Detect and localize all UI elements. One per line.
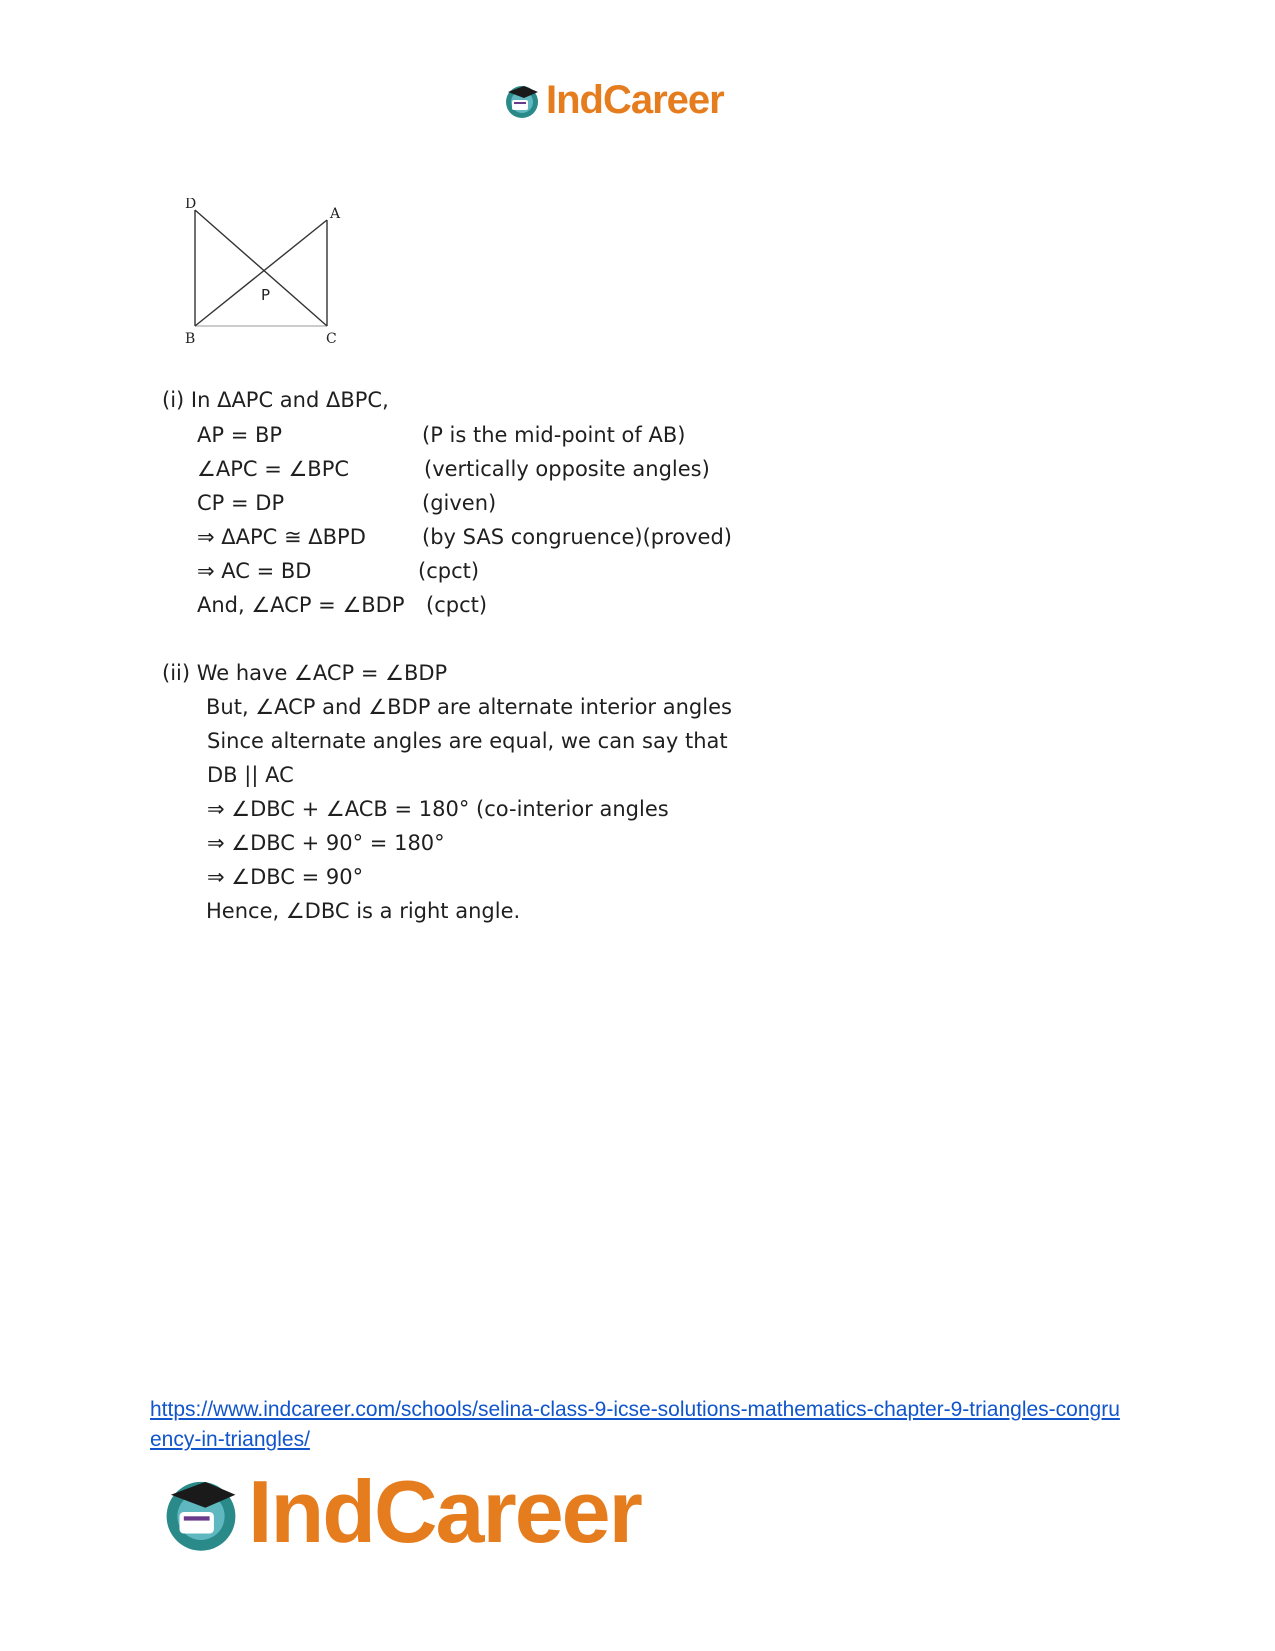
label-p: P xyxy=(261,286,271,304)
label-b: B xyxy=(185,331,196,347)
part2-line-4: ⇒ ∠DBC + ∠ACB = 180° (co-interior angles xyxy=(207,797,669,821)
part1-reason-6: (cpct) xyxy=(426,593,488,617)
part2-intro: (ii) We have ∠ACP = ∠BDP xyxy=(162,661,448,685)
triangle-diagram xyxy=(185,198,355,348)
header-logo xyxy=(502,80,724,120)
part1-reason-4: (by SAS congruence)(proved) xyxy=(422,525,732,549)
label-a: A xyxy=(330,206,341,222)
graduation-cap-globe-icon xyxy=(158,1469,244,1555)
footer-logo xyxy=(158,1462,641,1561)
part2-line-7: Hence, ∠DBC is a right angle. xyxy=(206,899,521,923)
brand-name: IndCareer xyxy=(546,78,724,122)
part2-line-3: DB || AC xyxy=(207,763,294,787)
part1-stmt-3: CP = DP xyxy=(197,491,285,515)
segment-ba xyxy=(195,220,327,326)
label-d: D xyxy=(185,198,197,212)
label-c: C xyxy=(326,331,337,347)
part1-reason-5: (cpct) xyxy=(418,559,480,583)
part1-reason-1: (P is the mid-point of AB) xyxy=(422,423,686,447)
part1-reason-2: (vertically opposite angles) xyxy=(424,457,710,481)
part1-intro: (i) In ΔAPC and ΔBPC, xyxy=(162,388,389,412)
brand-name: IndCareer xyxy=(248,1462,641,1561)
graduation-cap-globe-icon xyxy=(502,80,542,120)
source-link[interactable]: https://www.indcareer.com/schools/selina-class-9-icse-solutions-mathematics-chapter-9-triangles-congruency-in-triangles/ xyxy=(150,1398,1120,1451)
part1-reason-3: (given) xyxy=(422,491,497,515)
part1-stmt-4: ⇒ ΔAPC ≅ ΔBPD xyxy=(197,525,366,549)
part1-stmt-2: ∠APC = ∠BPC xyxy=(197,457,350,481)
part2-line-1: But, ∠ACP and ∠BDP are alternate interior angles xyxy=(206,695,732,719)
part2-line-6: ⇒ ∠DBC = 90° xyxy=(207,865,364,889)
segment-dc xyxy=(195,210,327,326)
part1-stmt-1: AP = BP xyxy=(197,423,283,447)
part2-line-5: ⇒ ∠DBC + 90° = 180° xyxy=(207,831,445,855)
part1-stmt-5: ⇒ AC = BD xyxy=(197,559,312,583)
part2-line-2: Since alternate angles are equal, we can say that xyxy=(207,729,728,753)
part1-stmt-6: And, ∠ACP = ∠BDP xyxy=(197,593,405,617)
